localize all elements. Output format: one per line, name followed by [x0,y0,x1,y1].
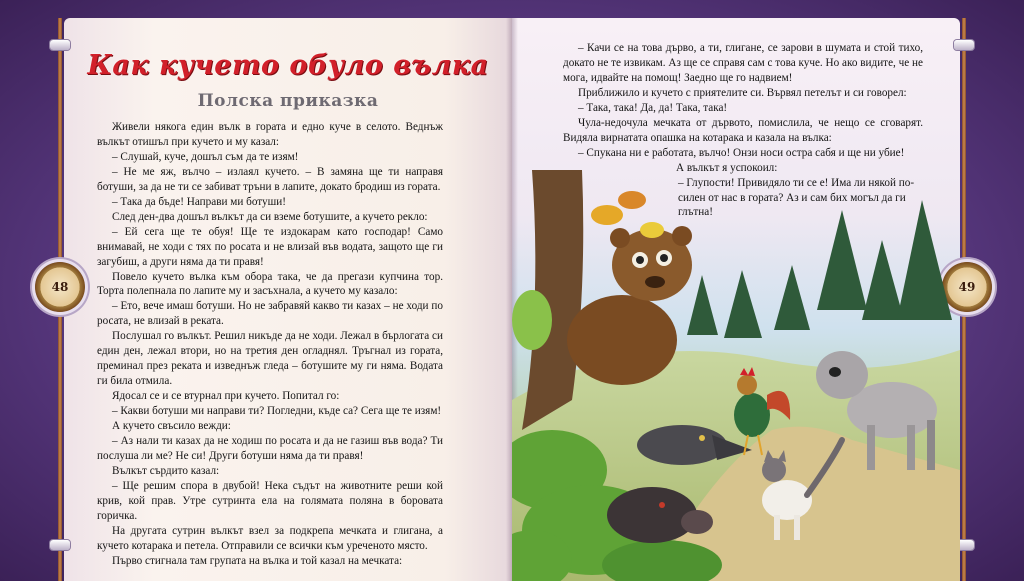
paragraph: – Така, така! Да, да! Така, така! [578,101,728,114]
page-number-left-text: 48 [51,280,69,294]
page-number-right-text: 49 [958,280,976,294]
paragraph: – Глупости! Привидяло ти се е! Има ли някой по-силен от нас в гората? Аз и сам бих могъл да ги глътна! [678,176,915,219]
forest-illustration [512,170,960,581]
paragraph: Живели някога един вълк в гората и едно куче в селото. Веднъж вълкът отишъл при кучето и му казал: [97,121,443,148]
paragraph: Чула-недочула мечката от дървото, помислила, че нещо се сговарят. Видяла вирнатата опашка на котарака и казала на вълка: [563,116,923,144]
paragraph: – Качи се на това дърво, а ти, глигане, се зарови в шумата и стой тихо, докато не те извикам. Аз ще се справя сам с това куче. Но ако видите, че не мога, идвайте на помощ! Заедно ще го надвием! [563,42,923,84]
paragraph: – Аз нали ти казах да не ходиш по росата и да не газиш във вода? Ти послуша ли ме? Не си! Други ботуши няма да ти правя! [97,435,443,462]
paragraph: – Ей сега ще те обуя! Ще те издокарам като господар! Само внимавай, не ходи с тях по росата и не влизай във водата, защото ще ги загубиш, а други няма да ти правя! [97,225,443,268]
paragraph: – Слушай, куче, дошъл съм да те изям! [112,150,299,163]
paragraph: – Спукана ни е работата, вълчо! Онзи носи остра сабя и ще ни убие! [578,146,905,159]
paragraph: – Ето, вече имаш ботуши. Но не забравяй какво ти казах – не ходи по росата, не влизай в реката. [97,300,443,328]
rail-cap-icon [50,540,70,550]
paragraph: Ядосал се и се втурнал при кучето. Попитал го: [112,390,340,403]
pine-trees-icon [687,200,952,338]
paragraph: А вълкът я успокоил: [676,161,778,174]
paragraph: Послушал го вълкът. Решил никъде да не ходи. Лежал в бърлогата си един ден, лежал втори, но на третия ден огладнял. Тръгнал из гората, преминал през реката и изведнъж гледа – ботушите му ги няма. Водата ги била отмила. [97,330,443,388]
paragraph: – Така да бъде! Направи ми ботуши! [112,195,286,208]
paragraph: – Какви ботуши ми направи ти? Погледни, къде са? Сега ще те изям! [112,405,442,418]
paragraph: – Ще решим спора в двубой! Нека съдът на животните реши кой крив, кой прав. Утре сутринта ела на голямата поляна в боровата горичка. [97,479,443,522]
paragraph: А кучето свъсило вежди: [112,420,231,433]
autumn-leaves-icon [591,191,664,238]
left-text-column [97,120,443,569]
page-number-left [35,262,85,312]
paragraph: Приближило и кучето с приятелите си. Вървял петелът и си говорел: [578,86,907,99]
paragraph: – Не ме яж, вълчо – излаял кучето. – В замяна ще ти направя ботуши, за да не ти се забиват тръни в лапите, докато бродиш из гората. [97,165,443,193]
rail-cap-icon [954,40,974,50]
paragraph: Първо стигнала там групата на вълка и той казал на мечката: [112,554,403,567]
paragraph: Повело кучето вълка към обора така, че да прегази купчина тор. Торта полепнала по лапите му и засъхнала, а кучето му казало: [97,270,443,298]
story-subtitle: Полска приказка [197,91,379,111]
paragraph: След ден-два дошъл вълкът да си вземе ботушите, а кучето рекло: [112,210,428,223]
paragraph: На другата сутрин вълкът взел за подкрепа мечката и глигана, а кучето котарака и петела. Отправили се всички към уреченото място. [97,524,443,552]
paragraph: Вълкът сърдито казал: [112,464,220,477]
story-title: Как кучето обуло вълка [87,50,489,81]
rail-cap-icon [50,40,70,50]
